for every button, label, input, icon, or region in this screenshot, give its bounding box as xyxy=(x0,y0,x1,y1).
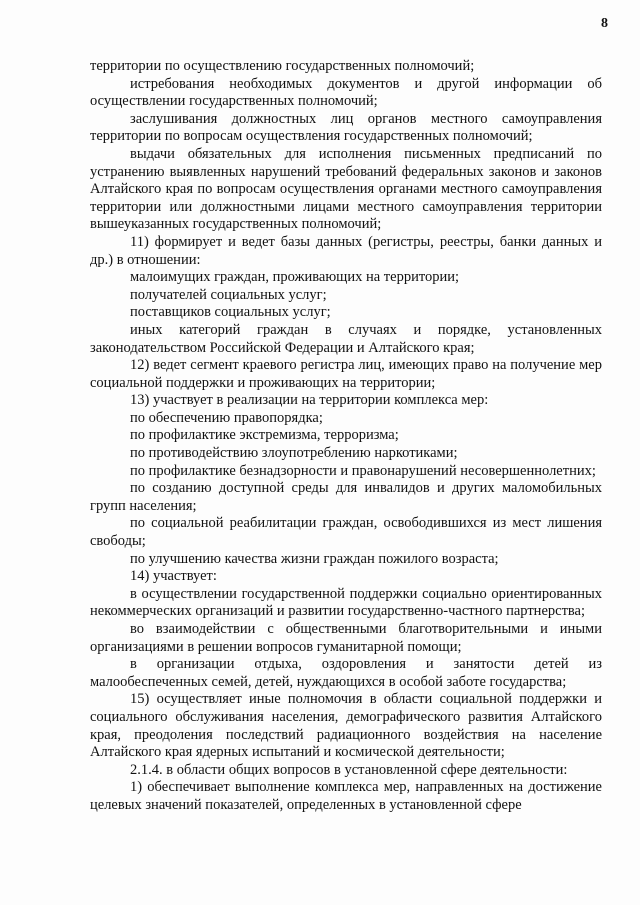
paragraph: иных категорий граждан в случаях и порядке, установленных законодательством Российской Федерации и Алтайского края; xyxy=(90,321,602,356)
paragraph: по созданию доступной среды для инвалидов и других маломобильных групп населения; xyxy=(90,480,602,514)
paragraph: 12) ведет сегмент краевого регистра лиц, имеющих право на получение мер социальной поддержки и проживающих на территории; xyxy=(90,357,602,391)
paragraph: по профилактике безнадзорности и правонарушений несовершеннолетних; xyxy=(130,462,596,479)
paragraph: 1) обеспечивает выполнение комплекса мер, направленных на достижение целевых значений показателей, определенных в установленной сфере xyxy=(90,779,602,813)
paragraph: по противодействию злоупотреблению наркотиками; xyxy=(130,445,458,462)
document-body xyxy=(90,58,602,815)
paragraph: по социальной реабилитации граждан, освободившихся из мест лишения свободы; xyxy=(90,515,602,550)
paragraph: заслушивания должностных лиц органов местного самоуправления территории по вопросам осуществления государственных полномочий; xyxy=(90,110,602,145)
paragraph: по улучшению качества жизни граждан пожилого возраста; xyxy=(130,550,499,567)
paragraph: получателей социальных услуг; xyxy=(130,286,327,303)
paragraph: 13) участвует в реализации на территории комплекса мер: xyxy=(130,392,489,409)
paragraph: во взаимодействии с общественными благотворительными и иными организациями в решении вопросов гуманитарной помощи; xyxy=(90,621,602,655)
paragraph: истребования необходимых документов и другой информации об осуществлении государственных полномочий; xyxy=(90,75,602,110)
paragraph: малоимущих граждан, проживающих на территории; xyxy=(130,269,460,286)
paragraph: территории по осуществлению государственных полномочий; xyxy=(90,58,475,74)
paragraph: 14) участвует: xyxy=(130,568,217,585)
page-number: 8 xyxy=(601,16,608,31)
paragraph: 2.1.4. в области общих вопросов в установленной сфере деятельности: xyxy=(130,761,568,778)
paragraph: в осуществлении государственной поддержки социально ориентированных некоммерческих организаций и развитии государственно-частного партнерства; xyxy=(90,585,602,620)
paragraph: 11) формирует и ведет базы данных (регистры, реестры, банки данных и др.) в отношении: xyxy=(90,233,602,268)
paragraph: 15) осуществляет иные полномочия в области социальной поддержки и социального обслуживания населения, демографического развития Алтайского края, преодоления последствий радиационного воздействия на население Алтайского края ядерных испытаний и космической деятельности; xyxy=(90,691,602,761)
paragraph: по профилактике экстремизма, терроризма; xyxy=(130,427,399,444)
paragraph: поставщиков социальных услуг; xyxy=(130,304,331,321)
paragraph: по обеспечению правопорядка; xyxy=(130,409,323,426)
paragraph: в организации отдыха, оздоровления и занятости детей из малообеспеченных семей, детей, нуждающихся в особой заботе государства; xyxy=(90,656,602,690)
paragraph: выдачи обязательных для исполнения письменных предписаний по устранению выявленных нарушений требований федеральных законов и законов Алтайского края по вопросам осуществления органами местного самоуправления территории или должностными лицами местного самоуправления территории вышеуказанных государственных полномочий; xyxy=(90,145,602,233)
